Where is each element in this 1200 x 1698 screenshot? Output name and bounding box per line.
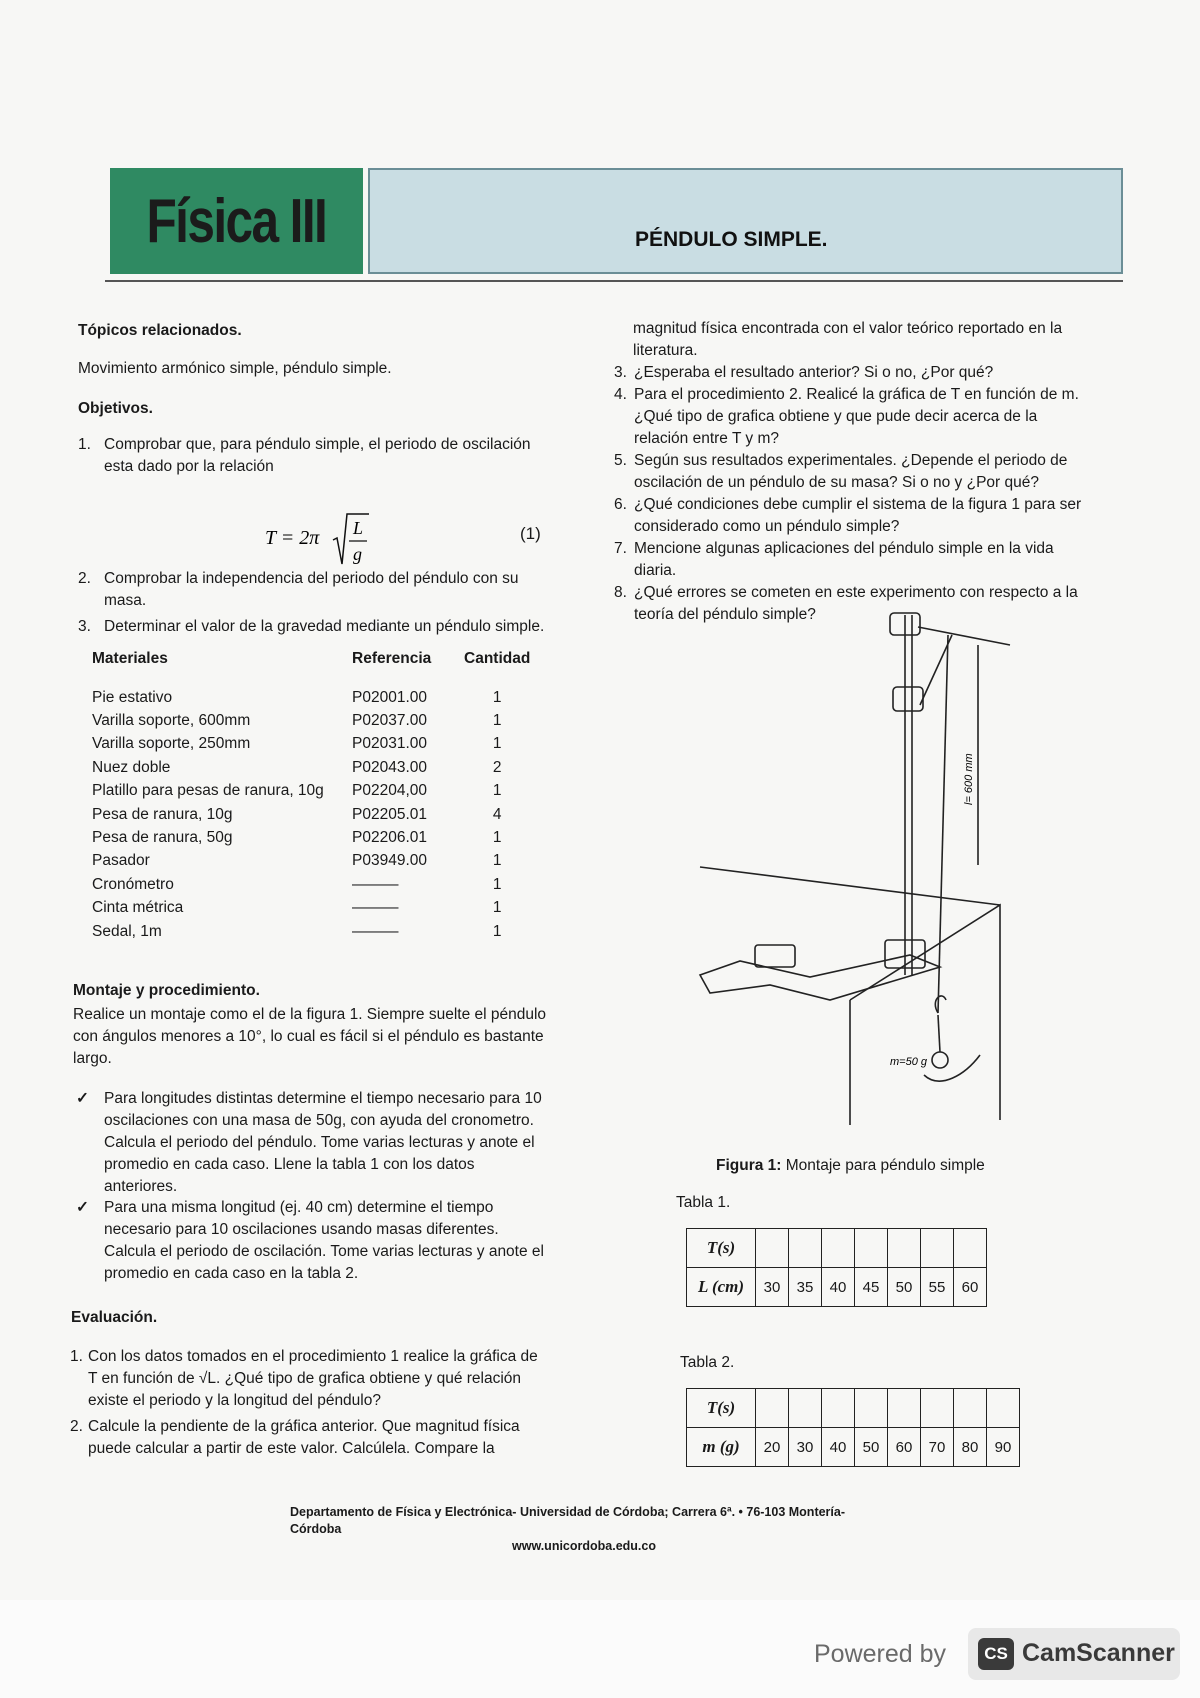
materials-header-name: Materiales [92,650,168,667]
topics-heading: Tópicos relacionados. [78,322,242,339]
material-name: Pesa de ranura, 50g [92,829,233,847]
equation-numerator: L [353,518,364,538]
material-quantity: 1 [492,875,502,893]
table-cell: 60 [888,1428,921,1467]
material-quantity: 1 [492,688,502,706]
objective-item: 2. Comprobar la independencia del periodo del péndulo con su masa. [78,570,519,609]
tripod-base [700,955,940,1000]
material-reference: P03949.00 [352,852,427,870]
camscanner-logo-icon: CS [978,1638,1014,1670]
material-name: Pesa de ranura, 10g [92,805,233,823]
objective-item: 1. Comprobar que, para péndulo simple, el periodo de oscilación esta dado por la relación [78,436,531,475]
table-cell: 50 [888,1268,921,1307]
evaluation-item: 1. Con los datos tomados en el procedimiento 1 realice la gráfica de T en función de √L. ¿Qué tipo de grafica obtiene y qué relación existe el periodo y la longitud del péndulo? [70,1348,538,1409]
table-1 [686,1228,987,1307]
table-row [687,1229,987,1268]
table-row [92,709,530,732]
material-reference: P02001.00 [352,688,427,706]
material-quantity: 1 [492,735,502,753]
material-name: Nuez doble [92,758,171,776]
material-quantity: 1 [492,829,502,847]
equation-lhs: T = 2π [265,527,320,549]
evaluation-item: 6. ¿Qué condiciones debe cumplir el sistema de la figura 1 para ser considerado como un péndulo simple? [614,496,1082,535]
material-name: Varilla soporte, 600mm [92,712,251,730]
evaluation-item: 3. ¿Esperaba el resultado anterior? Si o no, ¿Por qué? [614,364,994,381]
table-row [92,873,530,896]
material-reference: P02031.00 [352,735,427,753]
evaluation-item: 4. Para el procedimiento 2. Realicé la gráfica de T en función de m. ¿Qué tipo de grafica obtiene y que pude decir acerca de la relación entre T y m? [614,386,1079,447]
check-icon: ✓ [76,1090,89,1107]
check-icon: ✓ [76,1199,89,1216]
table-row [687,1268,987,1307]
material-quantity: 1 [492,922,502,940]
table-cell: 20 [756,1428,789,1467]
table2-row1-label: T(s) [687,1389,756,1428]
objectives-list-2 [78,568,548,642]
pendulum-string [938,635,948,1013]
equation-number: (1) [520,524,541,543]
material-name: Varilla soporte, 250mm [92,735,251,753]
procedure-step-1: ✓ Para longitudes distintas determine el tiempo necesario para 10 oscilaciones con una masa de 50g, con ayuda del cronometro. Calcula el periodo del péndulo. Tome varias lecturas y anote el promedio en cada caso. Llene la tabla 1 con los datos anteriores. [76,1090,542,1195]
evaluation-item: 2. Calcule la pendiente de la gráfica anterior. Que magnitud física puede calcular a partir de este valor. Calcúlela. Compare la [70,1418,520,1457]
table-cell: 40 [822,1268,855,1307]
material-reference: ——— [352,875,399,893]
base-clamp-left [755,945,795,967]
objectives-list-1 [78,434,548,482]
table-cell: 40 [822,1428,855,1467]
table-cell: 30 [756,1268,789,1307]
table-cell: 35 [789,1268,822,1307]
evaluation-continuation: magnitud física encontrada con el valor teórico reportado en la literatura. [633,320,1063,359]
double-clamp [893,687,923,711]
camscanner-badge [968,1628,1180,1680]
procedure-heading: Montaje y procedimiento. [73,982,260,999]
material-reference: P02204,00 [352,782,427,800]
table-2 [686,1388,1020,1467]
page-footer [290,1504,890,1555]
evaluation-item: 7. Mencione algunas aplicaciones del péndulo simple en la vida diaria. [614,540,1054,579]
mass-label: m=50 g [890,1056,927,1068]
table-cell: 90 [987,1428,1020,1467]
footer-address: Departamento de Física y Electrónica- Universidad de Córdoba; Carrera 6ª. • 76-103 Montería-Córdoba [290,1505,846,1536]
course-logo [110,168,363,274]
material-quantity: 1 [492,782,502,800]
materials-header-ref: Referencia [352,650,432,667]
material-reference: P02206.01 [352,829,427,847]
material-quantity: 1 [492,852,502,870]
procedure-step-2: ✓ Para una misma longitud (ej. 40 cm) determine el tiempo necesario para 10 oscilaciones usando masas diferentes. Calcula el periodo de oscilación. Tome varias lecturas y anote el promedio en cada caso en la tabla 2. [76,1199,544,1282]
table-row [92,826,530,849]
upper-arm [918,627,1010,645]
material-reference: P02205.01 [352,805,427,823]
materials-header-qty: Cantidad [464,650,531,667]
mass-bob [932,1052,948,1068]
material-quantity: 1 [492,899,502,917]
material-reference: P02037.00 [352,712,427,730]
hook-line [938,1015,940,1052]
table-row [92,780,530,803]
table1-title: Tabla 1. [676,1194,731,1211]
table-row [92,686,530,709]
powered-by-text: Powered by [814,1640,947,1668]
table-row [687,1389,1020,1428]
table-row [92,756,530,779]
table2-row2-label: m (g) [687,1428,756,1467]
sqrt-sign [333,514,369,564]
table-cell: 60 [954,1268,987,1307]
length-label: l= 600 mm [963,753,975,805]
objective-item: 3. Determinar el valor de la gravedad mediante un péndulo simple. [78,618,545,635]
table-row [92,803,530,826]
material-name: Platillo para pesas de ranura, 10g [92,782,324,800]
materials-header-row [92,650,530,686]
table-cell: 50 [855,1428,888,1467]
material-name: Cronómetro [92,875,174,893]
table-cell: 80 [954,1428,987,1467]
evaluation-item: 5. Según sus resultados experimentales. ¿Depende el periodo de oscilación de un péndulo de su masa? Si o no y ¿Por qué? [614,452,1068,491]
material-name: Pasador [92,852,150,870]
figure-caption: Figura 1: Montaje para péndulo simple [716,1157,985,1174]
table-cell: 45 [855,1268,888,1307]
material-name: Sedal, 1m [92,922,162,940]
procedure-text: Realice un montaje como el de la figura 1. Siempre suelte el péndulo con ángulos menores a 10°, lo cual es fácil si el péndulo es bastante largo. [73,1006,547,1067]
pendulum-figure [680,605,1020,1135]
table-cell: 55 [921,1268,954,1307]
evaluation-heading: Evaluación. [71,1309,158,1326]
header-divider [105,280,1123,282]
table-row [92,897,530,920]
material-reference: ——— [352,922,399,940]
page-title: PÉNDULO SIMPLE. [635,228,828,251]
equation-denominator: g [353,544,362,564]
table-edge [850,905,1000,1120]
material-reference: P02043.00 [352,758,427,776]
material-quantity: 4 [492,805,502,823]
objectives-heading: Objetivos. [78,400,153,417]
material-quantity: 2 [492,758,502,776]
footer-website: www.unicordoba.edu.co [512,1539,656,1553]
evaluation-list-continued [614,362,1090,626]
table-row [92,733,530,756]
camscanner-name: CamScanner [1022,1639,1175,1667]
hook [935,996,946,1013]
logo-text: Física III [146,186,327,256]
materials-table [92,650,530,943]
table-row [92,850,530,873]
material-name: Cinta métrica [92,899,184,917]
evaluation-list [70,1346,548,1464]
evaluation-item: 8. ¿Qué errores se cometen en este experimento con respecto a la teoría del péndulo simple? [614,584,1078,623]
period-equation [265,510,395,576]
table1-row1-label: T(s) [687,1229,756,1268]
material-reference: ——— [352,899,399,917]
table2-title: Tabla 2. [680,1354,735,1371]
table-cell: 30 [789,1428,822,1467]
title-banner [368,168,1123,274]
table1-row2-label: L (cm) [687,1268,756,1307]
equation-graphic [265,510,395,570]
table-back-edge [700,867,1000,905]
material-quantity: 1 [492,712,502,730]
topics-text: Movimiento armónico simple, péndulo simple. [78,360,392,377]
material-name: Pie estativo [92,688,173,706]
table-row [92,920,530,943]
table-cell: 70 [921,1428,954,1467]
table-row [687,1428,1020,1467]
